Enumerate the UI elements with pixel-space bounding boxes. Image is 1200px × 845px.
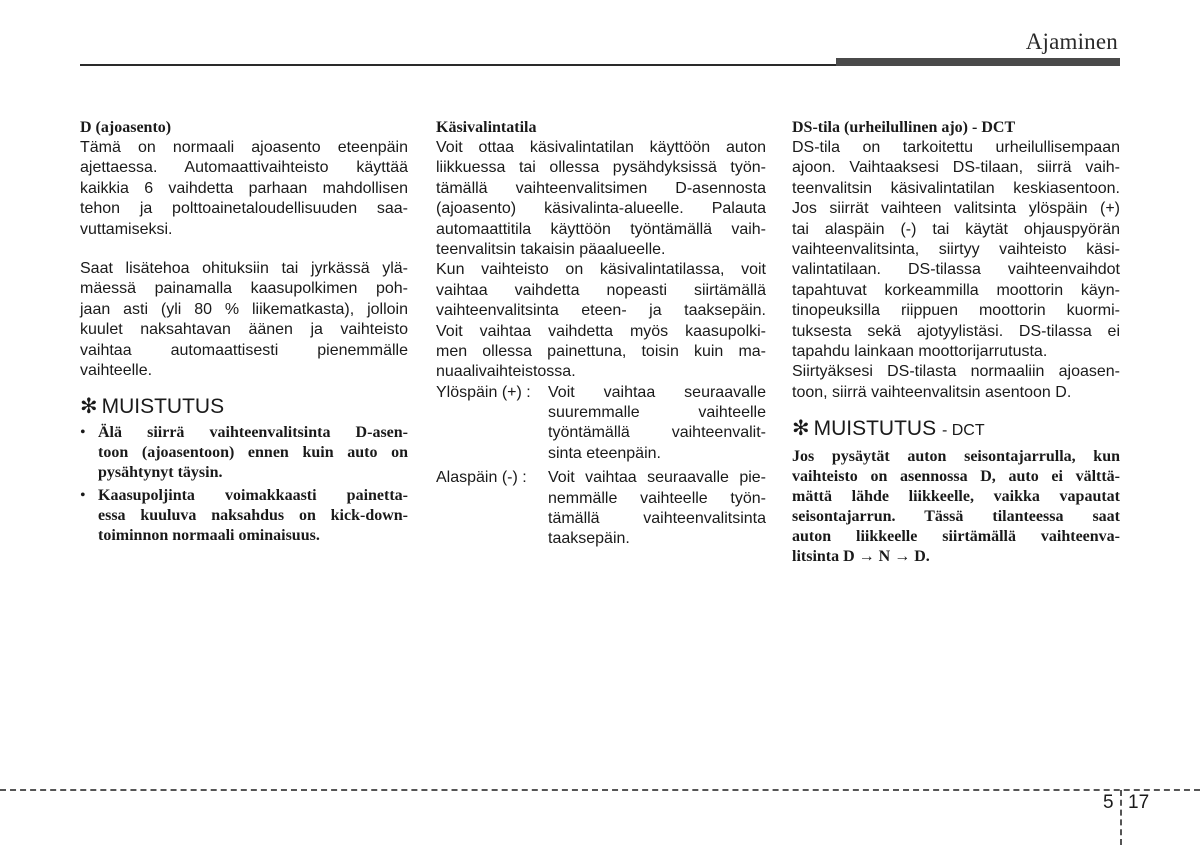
bullet-icon: • [80,487,86,505]
note-body [792,447,1120,567]
paragraph-manual-enable [436,138,766,260]
paragraph-drive-normal [80,138,408,240]
page-number-divider [1120,790,1122,845]
text-line: teenvalitsin käsivalintatilan keskiasentoon. [792,179,1120,197]
text-line: men ollessa painettuna, toisin kuin ma- [436,342,766,360]
note-line: auton liikkeelle siirtämällä vaihteenva- [792,528,1120,546]
text-line: jaan asti (yli 80 % liikematkasta), jolloin [80,300,408,318]
note-line: vaihteisto on asennossa D, auto ei välttä- [792,468,1120,486]
page-number: 17 [1128,792,1150,813]
text-line: tuksesta sekä ajotyylistäsi. DS-tilassa ei [792,322,1120,340]
text-line: vuttamiseksi. [80,220,173,238]
text-line: Jos siirrät vaihteen valitsinta ylöspäin (+) [792,200,1120,218]
text-line: tapahdu lainkaan moottorijarrutusta. [792,342,1048,360]
note-line: Jos pysäytät auton seisontajarrulla, kun [792,448,1120,466]
bullet-line: Kaasupoljinta voimakkaasti painetta- [98,487,408,505]
asterisk-icon: ✻ [792,417,810,441]
column-sport-mode [792,118,1120,567]
text-line: nemmälle vaihteelle työn- [548,489,766,507]
chapter-title: Ajaminen [1025,29,1118,54]
text-line: tinopeuksilla riippuen moottorin kuormi- [792,302,1120,320]
section-heading-manual: Käsivalintatila [436,119,537,136]
text-line: vaihtaa vaihdetta nopeasti siirtämällä [436,281,766,299]
text-line: sinta eteenpäin. [548,444,661,462]
text-line: liikkuessa tai ollessa pysähdyksissä työn- [436,159,766,177]
text-line: Kun vaihteisto on käsivalintatilassa, voit [436,261,766,279]
text-line: mäessä painamalla kaasupolkimen poh- [80,280,408,298]
text-line: nuaalivaihteistossa. [436,363,576,381]
note-heading [80,395,408,419]
text-line: vaihtaa automaattisesti pienemmälle [80,341,408,359]
text-line: toon, siirrä vaihteenvalitsin asentoon D. [792,383,1072,401]
bullet-icon: • [80,424,86,442]
section-heading-drive: D (ajoasento) [80,119,172,136]
header-rule [80,64,840,66]
text-line: tämällä vaihteenvalitsinta [548,510,766,528]
paragraph-sport-mode [792,138,1120,403]
text-line: ajettaessa. Automaattivaihteisto käyttää [80,159,408,177]
text-line: tai alaspäin (-) tai käytät ohjauspyörän [792,220,1120,238]
text-line: suuremmalle vaihteelle [548,404,766,422]
shift-down-row [436,468,766,550]
bullet-line: pysähtynyt täysin. [98,464,223,482]
text-line: vaihteenvalitsinta eteen- ja taaksepäin. [436,302,766,320]
note-title: MUISTUTUS [813,417,937,441]
text-line: Siirtyäksesi DS-tilasta normaaliin ajoasen- [792,363,1120,381]
bullet-line: Älä siirrä vaihteenvalitsinta D-asen- [98,424,408,442]
bullet-line: toon (ajoasentoon) ennen kuin auto on [98,444,408,462]
text-line: DS-tila on tarkoitettu urheilullisempaan [792,139,1120,156]
note-line: seisontajarrun. Tässä tilanteessa saat [792,508,1120,526]
shift-up-label: Ylöspäin (+) : [436,383,531,401]
text-line: Voit vaihtaa seuraavalle pie- [548,469,766,487]
note-line: litsinta D → N → D. [792,548,930,566]
text-line: Tämä on normaali ajoasento eteenpäin [80,139,408,156]
shift-up-row [436,383,766,465]
note-bullet [80,423,408,483]
text-line: valintatilaan. DS-tilassa vaihteenvaihdot [792,261,1120,279]
paragraph-kickdown [80,259,408,381]
text-line: (ajoasento) käsivalinta-alueelle. Palauta [436,200,766,218]
text-line: kuulet naksahtavan äänen ja vaihteisto [80,321,408,339]
text-line: teenvalitsin takaisin päaalueelle. [436,240,666,258]
text-line: tapahtuvat korkeammilla moottorin käyn- [792,281,1120,299]
paragraph-manual-shift [436,260,766,382]
column-manual-mode [436,118,766,550]
text-line: työntämällä vaihteenvalit- [548,424,766,442]
section-heading-sport: DS-tila (urheilullinen ajo) - DCT [792,119,1016,136]
note-heading [792,417,1120,443]
note-line: mättä lähde liikkeelle, vaikka vapautat [792,488,1120,506]
note-title: MUISTUTUS [101,395,225,419]
note-suffix: - DCT [941,422,985,440]
chapter-number: 5 [1103,792,1114,813]
column-drive-position [80,118,408,546]
text-line: tehon ja polttoainetaloudellisuuden saa- [80,200,408,218]
text-line: Voit vaihtaa vaihdetta myös kaasupolki- [436,322,766,340]
text-line: ajoon. Vaihtaaksesi DS-tilaan, siirrä vaih- [792,159,1120,177]
text-line: automaattitila käyttöön työntämällä vaih- [436,220,766,238]
text-line: Voit ottaa käsivalintatilan käyttöön auton [436,139,766,156]
bullet-line: toiminnon normaali ominaisuus. [98,527,320,545]
text-line: taaksepäin. [548,530,630,548]
text-line: kaikkia 6 vaihdetta parhaan mahdollisen [80,179,408,197]
bullet-line: essa kuuluva naksahdus on kick-down- [98,507,408,525]
note-bullet [80,486,408,546]
text-line: vaihteenvalitsinta, siirtyy vaihteisto käsi- [792,240,1120,258]
text-line: Voit vaihtaa seuraavalle [548,383,766,401]
footer-divider [0,789,1200,791]
text-line: vaihteelle. [80,361,153,379]
header-rule-accent [836,58,1120,66]
text-line: Saat lisätehoa ohituksiin tai jyrkässä ylä- [80,259,408,277]
shift-down-label: Alaspäin (-) : [436,469,527,487]
asterisk-icon: ✻ [80,395,98,419]
text-line: tämällä vaihteenvalitsimen D-asennosta [436,179,766,197]
